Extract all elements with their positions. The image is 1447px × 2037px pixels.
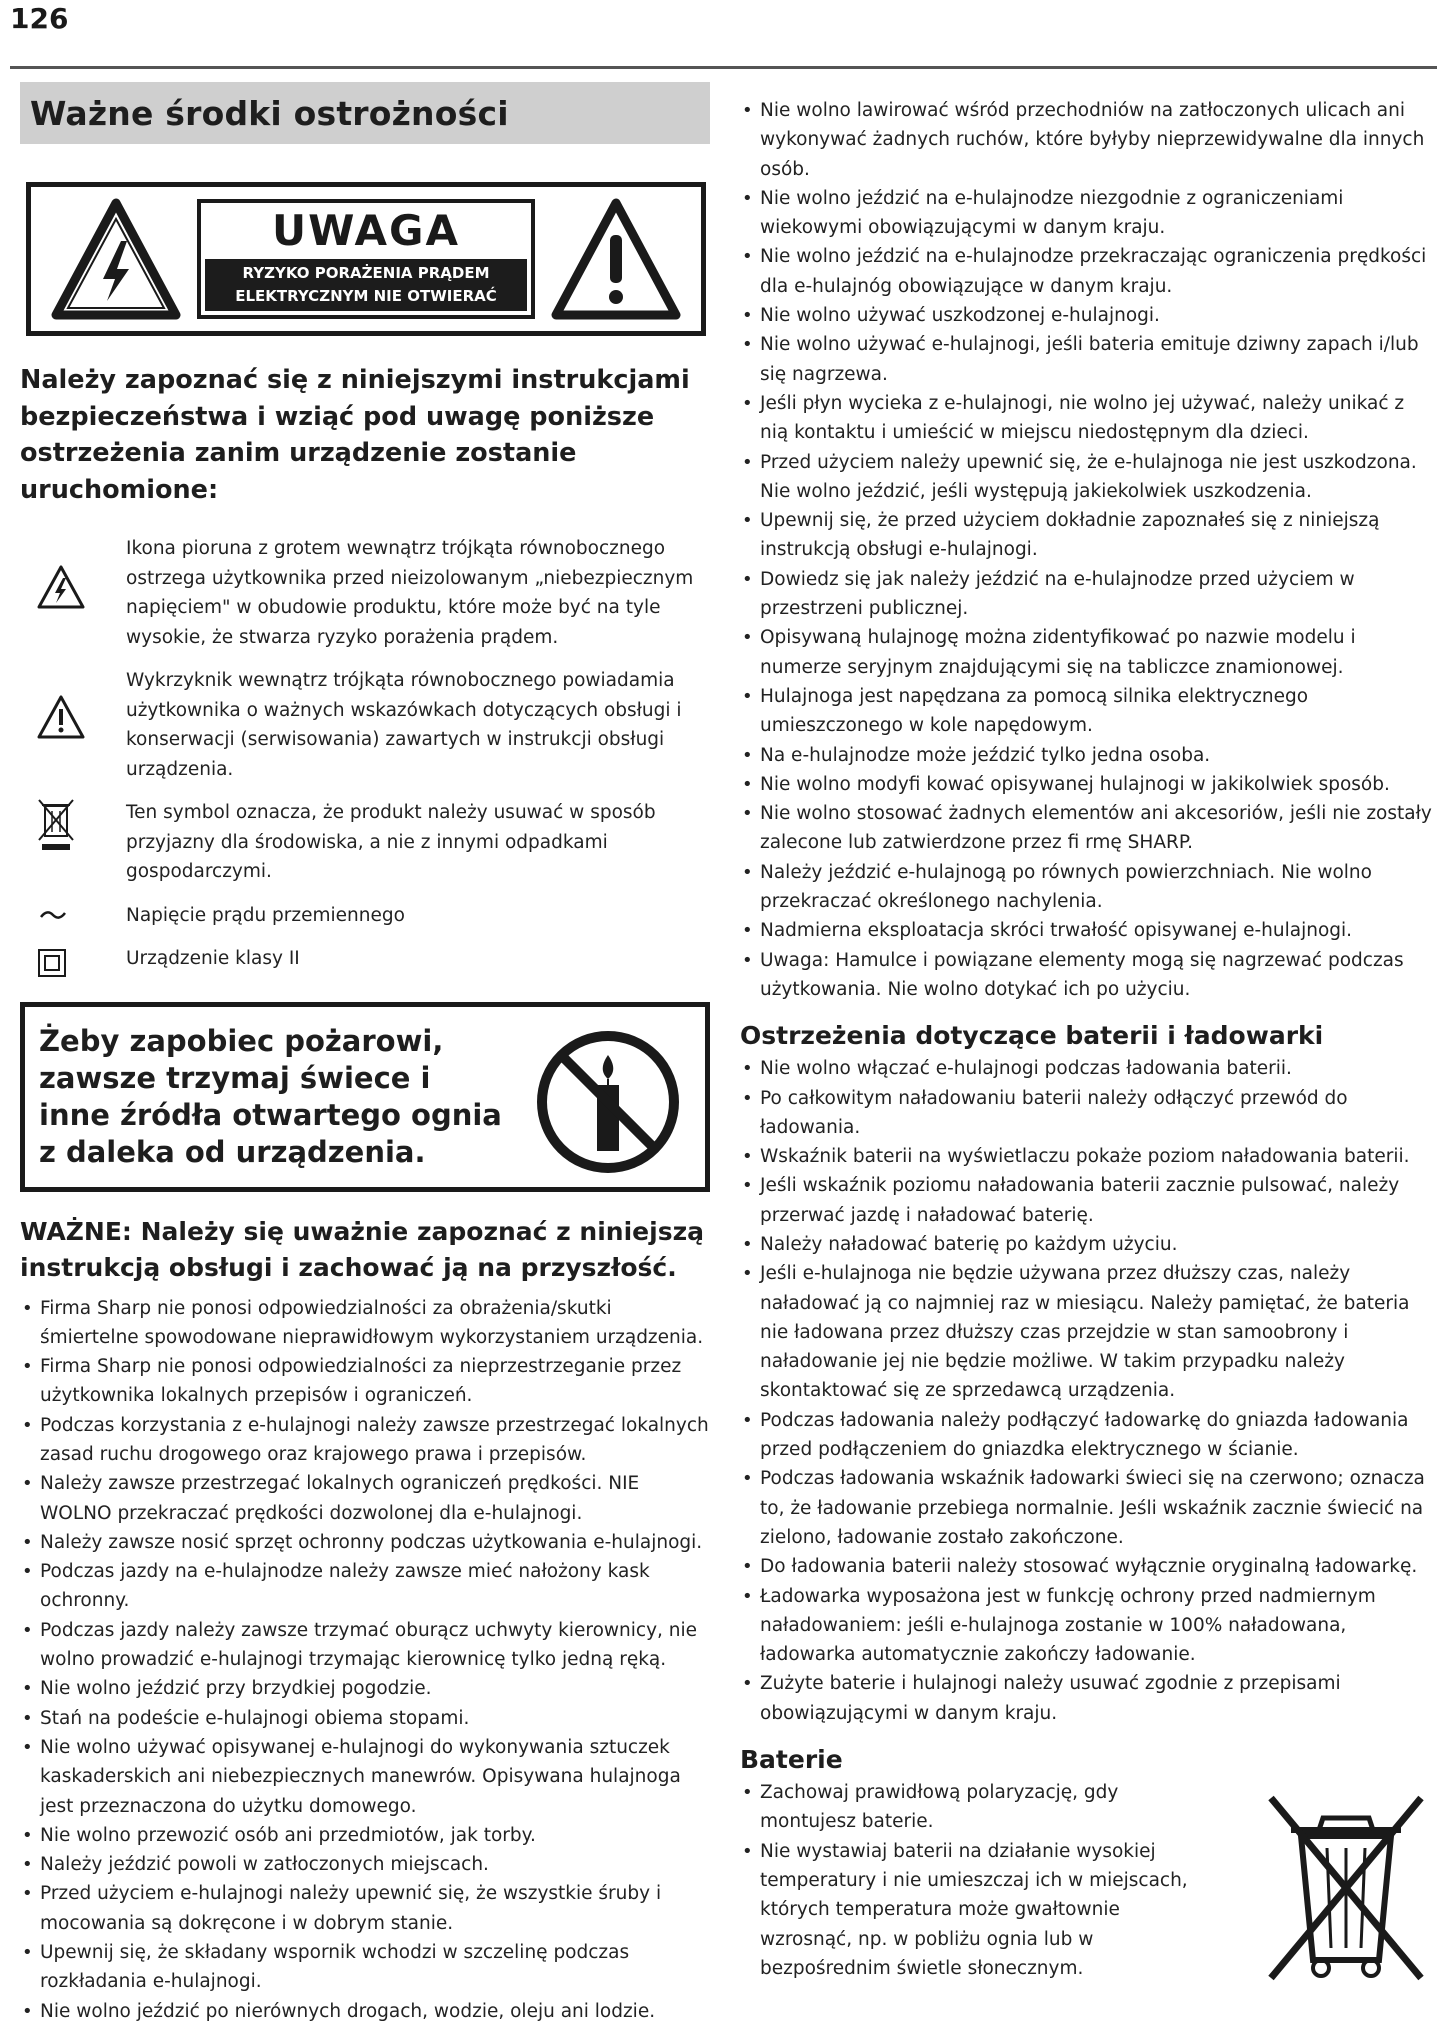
left-bullet-list	[20, 1294, 710, 2026]
list-item: • Przed użyciem e-hulajnogi należy upewnić się, że wszystkie śruby i mocowania są dokręcone i w dobrym stanie.	[20, 1879, 710, 1938]
list-item: • Do ładowania baterii należy stosować wyłącznie oryginalną ładowarkę.	[740, 1552, 1435, 1581]
list-item: • Jeśli e-hulajnoga nie będzie używana przez dłuższy czas, należy naładować ją co najmniej raz w miesiącu. Należy pamiętać, że bateria nie ładowana przez dłuższy czas przejdzie w stan samoobrony i naładowanie jej nie będzie możliwe. W takim przypadku należy skontaktować się ze sprzedawcą urządzenia.	[740, 1259, 1435, 1405]
list-item: • Firma Sharp nie ponosi odpowiedzialności za obrażenia/skutki śmiertelne spowodowane nieprawidłowym wykorzystaniem urządzenia.	[20, 1294, 710, 1353]
right-bullet-list	[740, 96, 1435, 1004]
caution-label	[26, 182, 706, 336]
page-number: 126	[10, 2, 69, 35]
left-column	[20, 82, 710, 2026]
list-item: • Po całkowitym naładowaniu baterii należy odłączyć przewód do ładowania.	[740, 1084, 1435, 1143]
list-item: • Wskaźnik baterii na wyświetlaczu pokaże poziom naładowania baterii.	[740, 1142, 1435, 1171]
list-item: • Nie wolno używać e-hulajnogi, jeśli bateria emituje dziwny zapach i/lub się nagrzewa.	[740, 330, 1435, 389]
list-item: • Podczas jazdy należy zawsze trzymać oburącz uchwyty kierownicy, nie wolno prowadzić e-hulajnogi trzymając kierownicę tylko jedną ręką.	[20, 1616, 710, 1675]
list-item: • Podczas ładowania należy podłączyć ładowarkę do gniazda ładowania przed podłączeniem do gniazdka elektrycznego w ścianie.	[740, 1406, 1435, 1465]
symbol-description: Ikona pioruna z grotem wewnątrz trójkąta równobocznego ostrzega użytkownika przed nieizolowanym „niebezpiecznym napięciem" w obudowie produktu, które może być na tyle wysokie, że stwarza ryzyko porażenia prądem.	[126, 538, 694, 648]
uwaga-subtitle	[205, 259, 527, 311]
list-item: • Podczas korzystania z e-hulajnogi należy zawsze przestrzegać lokalnych zasad ruchu drogowego oraz krajowego prawa i przepisów.	[20, 1411, 710, 1470]
list-item: • Nie wolno jeździć na e-hulajnodze przekraczając ograniczenia prędkości dla e-hulajnóg obowiązujące w danym kraju.	[740, 242, 1435, 301]
uwaga-title: UWAGA	[271, 206, 461, 255]
symbol-row	[20, 944, 710, 974]
list-item: • Ładowarka wyposażona jest w funkcję ochrony przed nadmiernym naładowaniem: jeśli e-hulajnoga zostanie w 100% naładowana, ładowarka automatycznie zakończy ładowanie.	[740, 1582, 1435, 1670]
list-item: • Uwaga: Hamulce i powiązane elementy mogą się nagrzewać podczas użytkowania. Nie wolno dotykać ich po użyciu.	[740, 946, 1435, 1005]
batteries-section	[740, 1778, 1435, 1983]
right-column	[740, 96, 1435, 1983]
list-item: • Nie wolno przewozić osób ani przedmiotów, jak torby.	[20, 1821, 710, 1850]
list-item: • Upewnij się, że składany wspornik wchodzi w szczelinę podczas rozkładania e-hulajnogi.	[20, 1938, 710, 1997]
symbol-list	[20, 534, 710, 974]
class-ii-icon	[36, 948, 70, 978]
fire-warning-box	[20, 1002, 710, 1192]
symbol-row	[20, 901, 710, 931]
symbol-row	[20, 534, 710, 652]
list-item: • Firma Sharp nie ponosi odpowiedzialności za nieprzestrzeganie przez użytkownika lokalnych przepisów i ograniczeń.	[20, 1352, 710, 1411]
battery-charger-list	[740, 1054, 1435, 1728]
list-item: • Nie wolno używać opisywanej e-hulajnogi do wykonywania sztuczek kaskaderskich ani niebezpiecznych manewrów. Opisywana hulajnoga jest przeznaczona do użytku domowego.	[20, 1733, 710, 1821]
uwaga-subtitle-line1: RYZYKO PORAŻENIA PRĄDEM	[242, 264, 490, 282]
list-item: • Nie wystawiaj baterii na działanie wysokiej temperatury i nie umieszczaj ich w miejscach, których temperatura może gwałtownie wzrosnąć, np. w pobliżu ognia lub w bezpośrednim świetle słonecznym.	[740, 1837, 1210, 1983]
list-item: • Nie wolno jeździć po nierównych drogach, wodzie, oleju ani lodzie.	[20, 1997, 710, 2026]
uwaga-plate	[197, 199, 535, 319]
important-heading: WAŻNE: Należy się uważnie zapoznać z niniejszą instrukcją obsługi i zachować ją na przyszłość.	[20, 1216, 704, 1282]
list-item: • Przed użyciem należy upewnić się, że e-hulajnoga nie jest uszkodzona. Nie wolno jeździć, jeśli występują jakiekolwiek uszkodzenia.	[740, 448, 1435, 507]
section-title: Ważne środki ostrożności	[30, 93, 509, 133]
list-item: • Dowiedz się jak należy jeździć na e-hulajnodze przed użyciem w przestrzeni publicznej.	[740, 565, 1435, 624]
list-item: • Zużyte baterie i hulajnogi należy usuwać zgodnie z przepisami obowiązującymi w danym kraju.	[740, 1669, 1435, 1728]
symbol-row	[20, 666, 710, 784]
list-item: • Jeśli płyn wycieka z e-hulajnogi, nie wolno jej używać, należy unikać z nią kontaktu i umieścić w miejscu niedostępnym dla dzieci.	[740, 389, 1435, 448]
list-item: • Hulajnoga jest napędzana za pomocą silnika elektrycznego umieszczonego w kole napędowym.	[740, 682, 1435, 741]
list-item: • Należy naładować baterię po każdym użyciu.	[740, 1230, 1435, 1259]
list-item: • Nie wolno lawirować wśród przechodniów na zatłoczonych ulicach ani wykonywać żadnych ruchów, które byłyby nieprzewidywalne dla innych osób.	[740, 96, 1435, 184]
list-item: • Należy jeździć powoli w zatłoczonych miejscach.	[20, 1850, 710, 1879]
list-item: • Nie wolno stosować żadnych elementów ani akcesoriów, jeśli nie zostały zalecone lub zatwierdzone przez fi rmę SHARP.	[740, 799, 1435, 858]
list-item: • Nie wolno modyfi kować opisywanej hulajnogi w jakikolwiek sposób.	[740, 770, 1435, 799]
symbol-description: Ten symbol oznacza, że produkt należy usuwać w sposób przyjazny dla środowiska, a nie z innymi odpadkami gospodarczymi.	[126, 802, 656, 882]
alternating-current-icon	[36, 907, 70, 923]
list-item: • Jeśli wskaźnik poziomu naładowania baterii zacznie pulsować, należy przerwać jazdę i naładować baterię.	[740, 1171, 1435, 1230]
list-item: • Nie wolno jeździć na e-hulajnodze niezgodnie z ograniczeniami wiekowymi obowiązującymi w danym kraju.	[740, 184, 1435, 243]
list-item: • Nie wolno włączać e-hulajnogi podczas ładowania baterii.	[740, 1054, 1435, 1083]
lightning-triangle-icon	[36, 564, 86, 610]
exclamation-triangle-icon	[36, 694, 86, 740]
battery-charger-heading: Ostrzeżenia dotyczące baterii i ładowarki	[740, 1021, 1324, 1051]
list-item: • Opisywaną hulajnogę można zidentyfikować po nazwie modelu i numerze seryjnym znajdującymi się na tabliczce znamionowej.	[740, 623, 1435, 682]
list-item: • Nie wolno używać uszkodzonej e-hulajnogi.	[740, 301, 1435, 330]
uwaga-subtitle-line2: ELEKTRYCZNYM NIE OTWIERAĆ	[235, 287, 497, 305]
top-divider	[10, 66, 1437, 69]
crossed-bin-icon	[36, 796, 76, 852]
list-item: • Należy jeździć e-hulajnogą po równych powierzchniach. Nie wolno przekraczać określonego nachylenia.	[740, 858, 1435, 917]
symbol-description: Napięcie prądu przemiennego	[126, 904, 405, 926]
symbol-row	[20, 798, 710, 887]
symbol-description: Wykrzyknik wewnątrz trójkąta równobocznego powiadamia użytkownika o ważnych wskazówkach dotyczących obsługi i konserwacji (serwisowania) zawartych w instrukcji obsługi urządzenia.	[126, 670, 682, 780]
list-item: • Należy zawsze nosić sprzęt ochronny podczas użytkowania e-hulajnogi.	[20, 1528, 710, 1557]
list-item: • Podczas jazdy na e-hulajnodze należy zawsze mieć nałożony kask ochronny.	[20, 1557, 710, 1616]
list-item: • Stań na podeście e-hulajnogi obiema stopami.	[20, 1704, 710, 1733]
list-item: • Nie wolno jeździć przy brzydkiej pogodzie.	[20, 1674, 710, 1703]
section-header	[20, 82, 710, 144]
list-item: • Upewnij się, że przed użyciem dokładnie zapoznałeś się z niniejszą instrukcją obsługi e-hulajnogi.	[740, 506, 1435, 565]
intro-text: Należy zapoznać się z niniejszymi instrukcjami bezpieczeństwa i wziąć pod uwagę poniższe ostrzeżenia zanim urządzenie zostanie uruchomione:	[20, 365, 690, 505]
list-item: • Podczas ładowania wskaźnik ładowarki świeci się na czerwono; oznacza to, że ładowanie przebiega normalnie. Jeśli wskaźnik zacznie świecić na zielono, ładowanie zostało zakończone.	[740, 1464, 1435, 1552]
list-item: • Należy zawsze przestrzegać lokalnych ograniczeń prędkości. NIE WOLNO przekraczać prędkości dozwolonej dla e-hulajnogi.	[20, 1469, 710, 1528]
symbol-description: Urządzenie klasy II	[126, 948, 300, 969]
batteries-heading: Baterie	[740, 1745, 843, 1775]
list-item: • Na e-hulajnodze może jeździć tylko jedna osoba.	[740, 741, 1435, 770]
lightning-triangle-icon	[51, 197, 181, 321]
batteries-list	[740, 1778, 1210, 1983]
list-item: • Nadmierna eksploatacja skróci trwałość opisywanej e-hulajnogi.	[740, 916, 1435, 945]
crossed-bin-icon	[1261, 1784, 1431, 1984]
no-candle-icon	[533, 1027, 683, 1177]
exclamation-triangle-icon	[551, 197, 681, 321]
list-item: • Zachowaj prawidłową polaryzację, gdy montujesz baterie.	[740, 1778, 1210, 1837]
fire-warning-text: Żeby zapobiec pożarowi, zawsze trzymaj świece i inne źródła otwartego ognia z daleka od urządzenia.	[39, 1023, 502, 1169]
